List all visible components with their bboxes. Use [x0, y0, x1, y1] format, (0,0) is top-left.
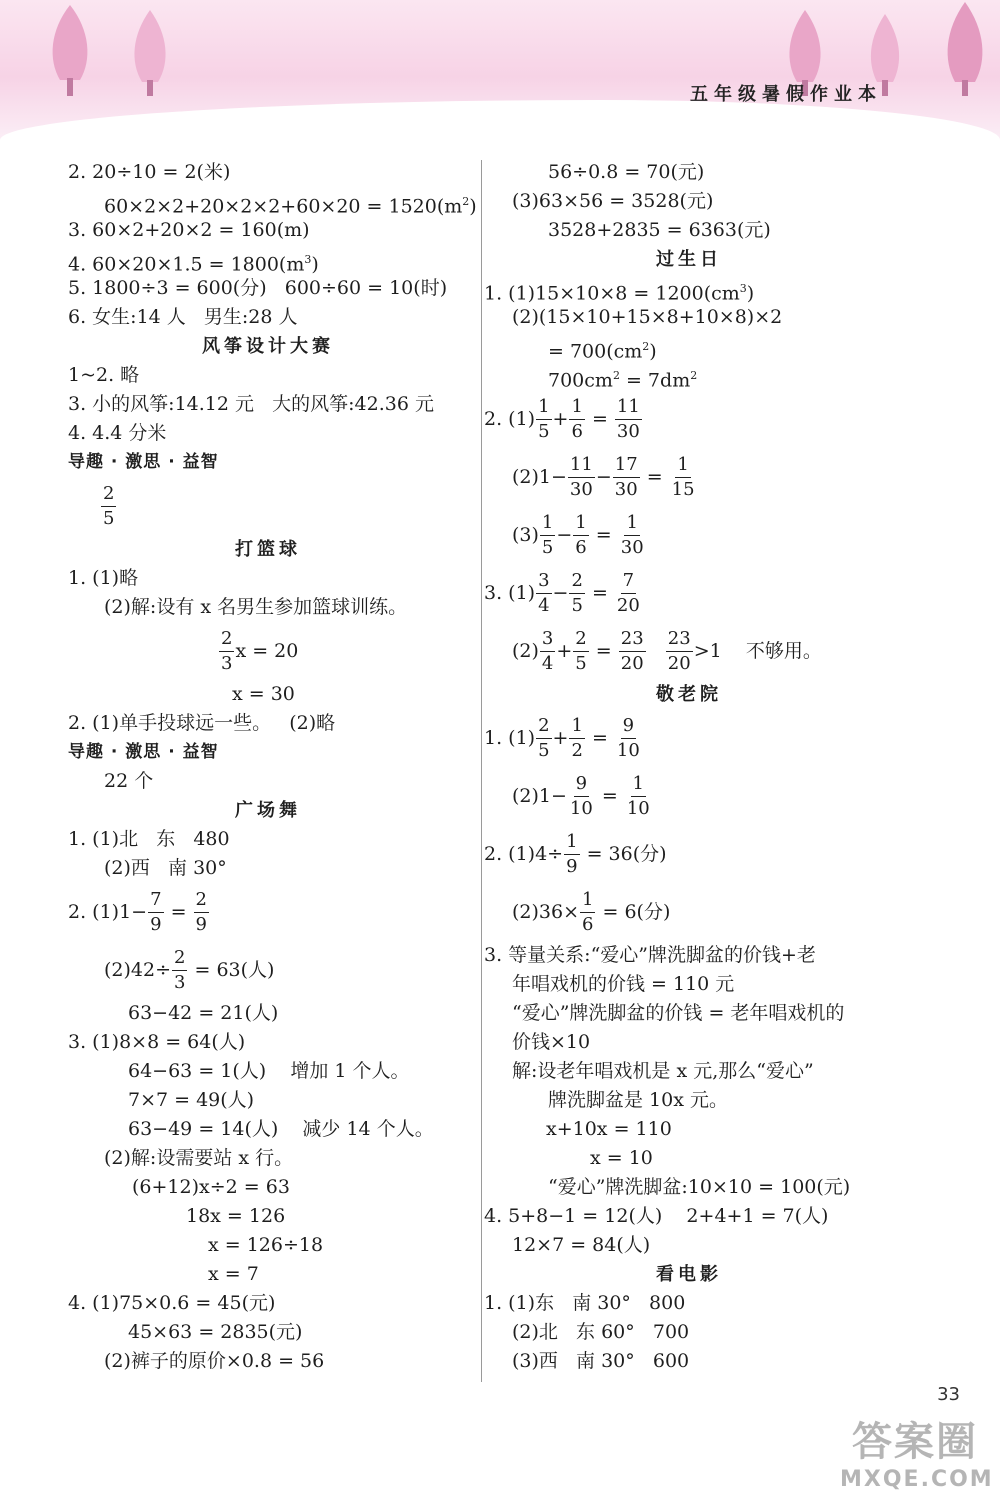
answer-line: 2. (1)4÷ $\frac{1}{9}$ = 36(分) [484, 830, 667, 877]
decorative-tree-icon [120, 0, 180, 100]
fraction: $\frac{9}{10}$ [616, 714, 640, 761]
answer-line: 价钱×10 [512, 1031, 591, 1053]
fraction: $\frac{7}{9}$ [150, 888, 162, 935]
answer-line: 2 3 x = 20 [221, 627, 299, 674]
answer-line: $700cm^2 = 7dm^2$ [548, 369, 698, 392]
fraction: $\frac{2}{5}$ [571, 569, 583, 616]
answer-line: 3. (1) 3 4 − $\frac{2}{5}$ = $\frac{7}{20}$ [484, 569, 640, 616]
answer-line: x = 126÷18 [208, 1234, 324, 1256]
fraction: 3 4 [541, 627, 554, 674]
answer-line: 3. 60×2+20×2 = 160(m) [68, 219, 310, 241]
section-heading-elder-home: 敬老院 [656, 684, 722, 705]
answer-line: 63−49 = 14(人) 减少 14 个人。 [128, 1118, 434, 1140]
answer-line: (2)(15×10+15×8+10×8)×2 [512, 306, 783, 328]
fraction: 2 5 [103, 482, 115, 529]
fraction: 3 4 [538, 569, 550, 616]
answer-line: “爱心”牌洗脚盆的价钱 = 老年唱戏机的 [512, 1002, 845, 1024]
page-number: 33 [937, 1384, 960, 1405]
answer-line: 1. (1)略 [68, 567, 139, 589]
answer-line: 2. 20÷10 = 2(米) [68, 161, 231, 183]
answer-line: 4. (1)75×0.6 = 45(元) [68, 1292, 276, 1314]
fraction: $\frac{1}{9}$ [566, 830, 578, 877]
answer-line: 45×63 = 2835(元) [128, 1321, 303, 1343]
answer-line: (2)解:设需要站 x 行。 [104, 1147, 294, 1169]
answer-line: 4. $60\times 20\times 1.5 = 1800(m^3)$ [68, 253, 319, 276]
answer-line: (2)裤子的原价×0.8 = 56 [104, 1350, 325, 1372]
answer-line: (2)1− $\frac{9}{10}$ = $\frac{1}{10}$ [512, 772, 650, 819]
answer-line: 7×7 = 49(人) [128, 1089, 255, 1111]
fraction: $\frac{2}{5}$ [575, 627, 587, 674]
answer-line: 3. (1)8×8 = 64(人) [68, 1031, 246, 1053]
answer-line: x = 10 [590, 1147, 653, 1169]
decorative-tree-icon [40, 0, 100, 100]
fraction: $\frac{1}{30}$ [620, 511, 644, 558]
section-heading-kite: 风筝设计大赛 [202, 336, 334, 357]
section-heading-basketball: 打篮球 [235, 539, 301, 560]
column-divider [481, 160, 482, 1382]
answer-line: 1. (1)北 东 480 [68, 828, 230, 850]
bonus-heading: 导趣 · 激思 · 益智 [68, 742, 219, 762]
answer-line: 3528+2835 = 6363(元) [548, 219, 771, 241]
answer-line: (2)1− $\frac{11}{30}$ − $\frac{17}{30}$ = $\frac{1}{15}$ [512, 453, 695, 500]
fraction: $\frac{1}{2}$ [571, 714, 583, 761]
answer-line: x+10x = 110 [546, 1118, 672, 1140]
site-watermark: 答案圈 MXQE.COM [840, 1419, 994, 1492]
fraction: $\frac{2}{9}$ [195, 888, 207, 935]
answer-line: 2. (1)单手投球远一些。 (2)略 [68, 712, 336, 734]
answer-line: 4. 5+8−1 = 12(人) 2+4+1 = 7(人) [484, 1205, 829, 1227]
answer-line: (3) 1 5 − $\frac{1}{6}$ = $\frac{1}{30}$ [512, 511, 644, 558]
answer-line: $60\times 2\times 2+20\times 2\times 2+60\times 20 = 1520(m^2)$ [104, 195, 477, 218]
answer-line: 12×7 = 84(人) [512, 1234, 651, 1256]
fraction: 2 3 [221, 627, 233, 674]
answer-line: 63−42 = 21(人) [128, 1002, 279, 1024]
answer-line: 64−63 = 1(人) 增加 1 个人。 [128, 1060, 410, 1082]
answer-line: (3)63×56 = 3528(元) [512, 190, 714, 212]
banner-curve [0, 100, 1000, 140]
answer-line: (2)42÷ $\frac{2}{3}$ = 63(人) [104, 946, 275, 993]
answer-line: 3. 等量关系:“爱心”牌洗脚盆的价钱+老 [484, 944, 816, 966]
answer-line: “爱心”牌洗脚盆:10×10 = 100(元) [548, 1176, 851, 1198]
answer-line: 解:设老年唱戏机是 x 元,那么“爱心” [512, 1060, 814, 1082]
answer-line: 1. (1) 2 5 + $\frac{1}{2}$ = $\frac{9}{10}$ [484, 714, 640, 761]
answer-line: (2)北 东 60° 700 [512, 1321, 690, 1343]
answer-line: (3)西 南 30° 600 [512, 1350, 690, 1372]
fraction: $\frac{1}{15}$ [671, 453, 695, 500]
answer-line: (2)解:设有 x 名男生参加篮球训练。 [104, 596, 408, 618]
answer-line: 1~2. 略 [68, 364, 140, 386]
left-column [68, 158, 477, 1376]
answer-line: (2)36× $\frac{1}{6}$ = 6(分) [512, 888, 671, 935]
answer-line: = $700(cm^2)$ [548, 340, 657, 363]
fraction: 23 20 [667, 627, 691, 674]
answer-line [68, 477, 468, 535]
answer-line: (6+12)x÷2 = 63 [132, 1176, 290, 1198]
answer-line: x = 7 [208, 1263, 259, 1285]
header-banner [0, 0, 1000, 140]
fraction: $\frac{1}{6}$ [582, 888, 594, 935]
bonus-heading: 导趣 · 激思 · 益智 [68, 452, 219, 472]
fraction: 1 5 [541, 511, 554, 558]
fraction: $\frac{11}{30}$ [569, 453, 593, 500]
answer-line: 6. 女生:14 人 男生:28 人 [68, 306, 298, 328]
answer-line: 22 个 [104, 770, 154, 792]
answer-line: 3. 小的风筝:14.12 元 大的风筝:42.36 元 [68, 393, 434, 415]
answer-line: 2. (1) 1 5 + $\frac{1}{6}$ = $\frac{11}{30}$ [484, 395, 640, 442]
answer-line: 4. 4.4 分米 [68, 422, 167, 444]
answer-line: (2)西 南 30° [104, 857, 227, 879]
answer-line: 56÷0.8 = 70(元) [548, 161, 705, 183]
answer-line: 2. (1)1− $\frac{7}{9}$ = $\frac{2}{9}$ [68, 888, 207, 935]
fraction: $\frac{9}{10}$ [569, 772, 593, 819]
section-heading-dance: 广场舞 [235, 800, 301, 821]
fraction: $\frac{11}{30}$ [616, 395, 640, 442]
answer-line: 1. (1)东 南 30° 800 [484, 1292, 686, 1314]
fraction: $\frac{17}{30}$ [614, 453, 638, 500]
fraction: $\frac{1}{6}$ [571, 395, 583, 442]
decorative-tree-icon [935, 0, 995, 100]
fraction: $\frac{1}{6}$ [575, 511, 587, 558]
fraction: $\frac{1}{10}$ [626, 772, 650, 819]
fraction: $\frac{7}{20}$ [616, 569, 640, 616]
answer-line: (2) 3 4 + $\frac{2}{5}$ = $\frac{23}{20}$ 23 20 >1 不够用。 [512, 627, 822, 674]
answer-line: 1. $(1)15\times 10\times 8 = 1200(cm^3)$ [484, 282, 755, 305]
answer-line: 5. 1800÷3 = 600(分) 600÷60 = 10(时) [68, 277, 448, 299]
fraction: $\frac{2}{3}$ [174, 946, 186, 993]
fraction: $\frac{23}{20}$ [620, 627, 644, 674]
answer-line: 18x = 126 [186, 1205, 286, 1227]
fraction: 1 5 [538, 395, 550, 442]
answer-line: x = 30 [232, 683, 295, 705]
section-heading-birthday: 过生日 [656, 249, 722, 270]
answer-line: 牌洗脚盆是 10x 元。 [548, 1089, 728, 1111]
fraction: 2 5 [538, 714, 550, 761]
section-heading-movie: 看电影 [656, 1264, 722, 1285]
right-column [484, 158, 894, 1376]
book-title: 五年级暑假作业本 [690, 84, 882, 105]
answer-line: 年唱戏机的价钱 = 110 元 [512, 973, 735, 995]
